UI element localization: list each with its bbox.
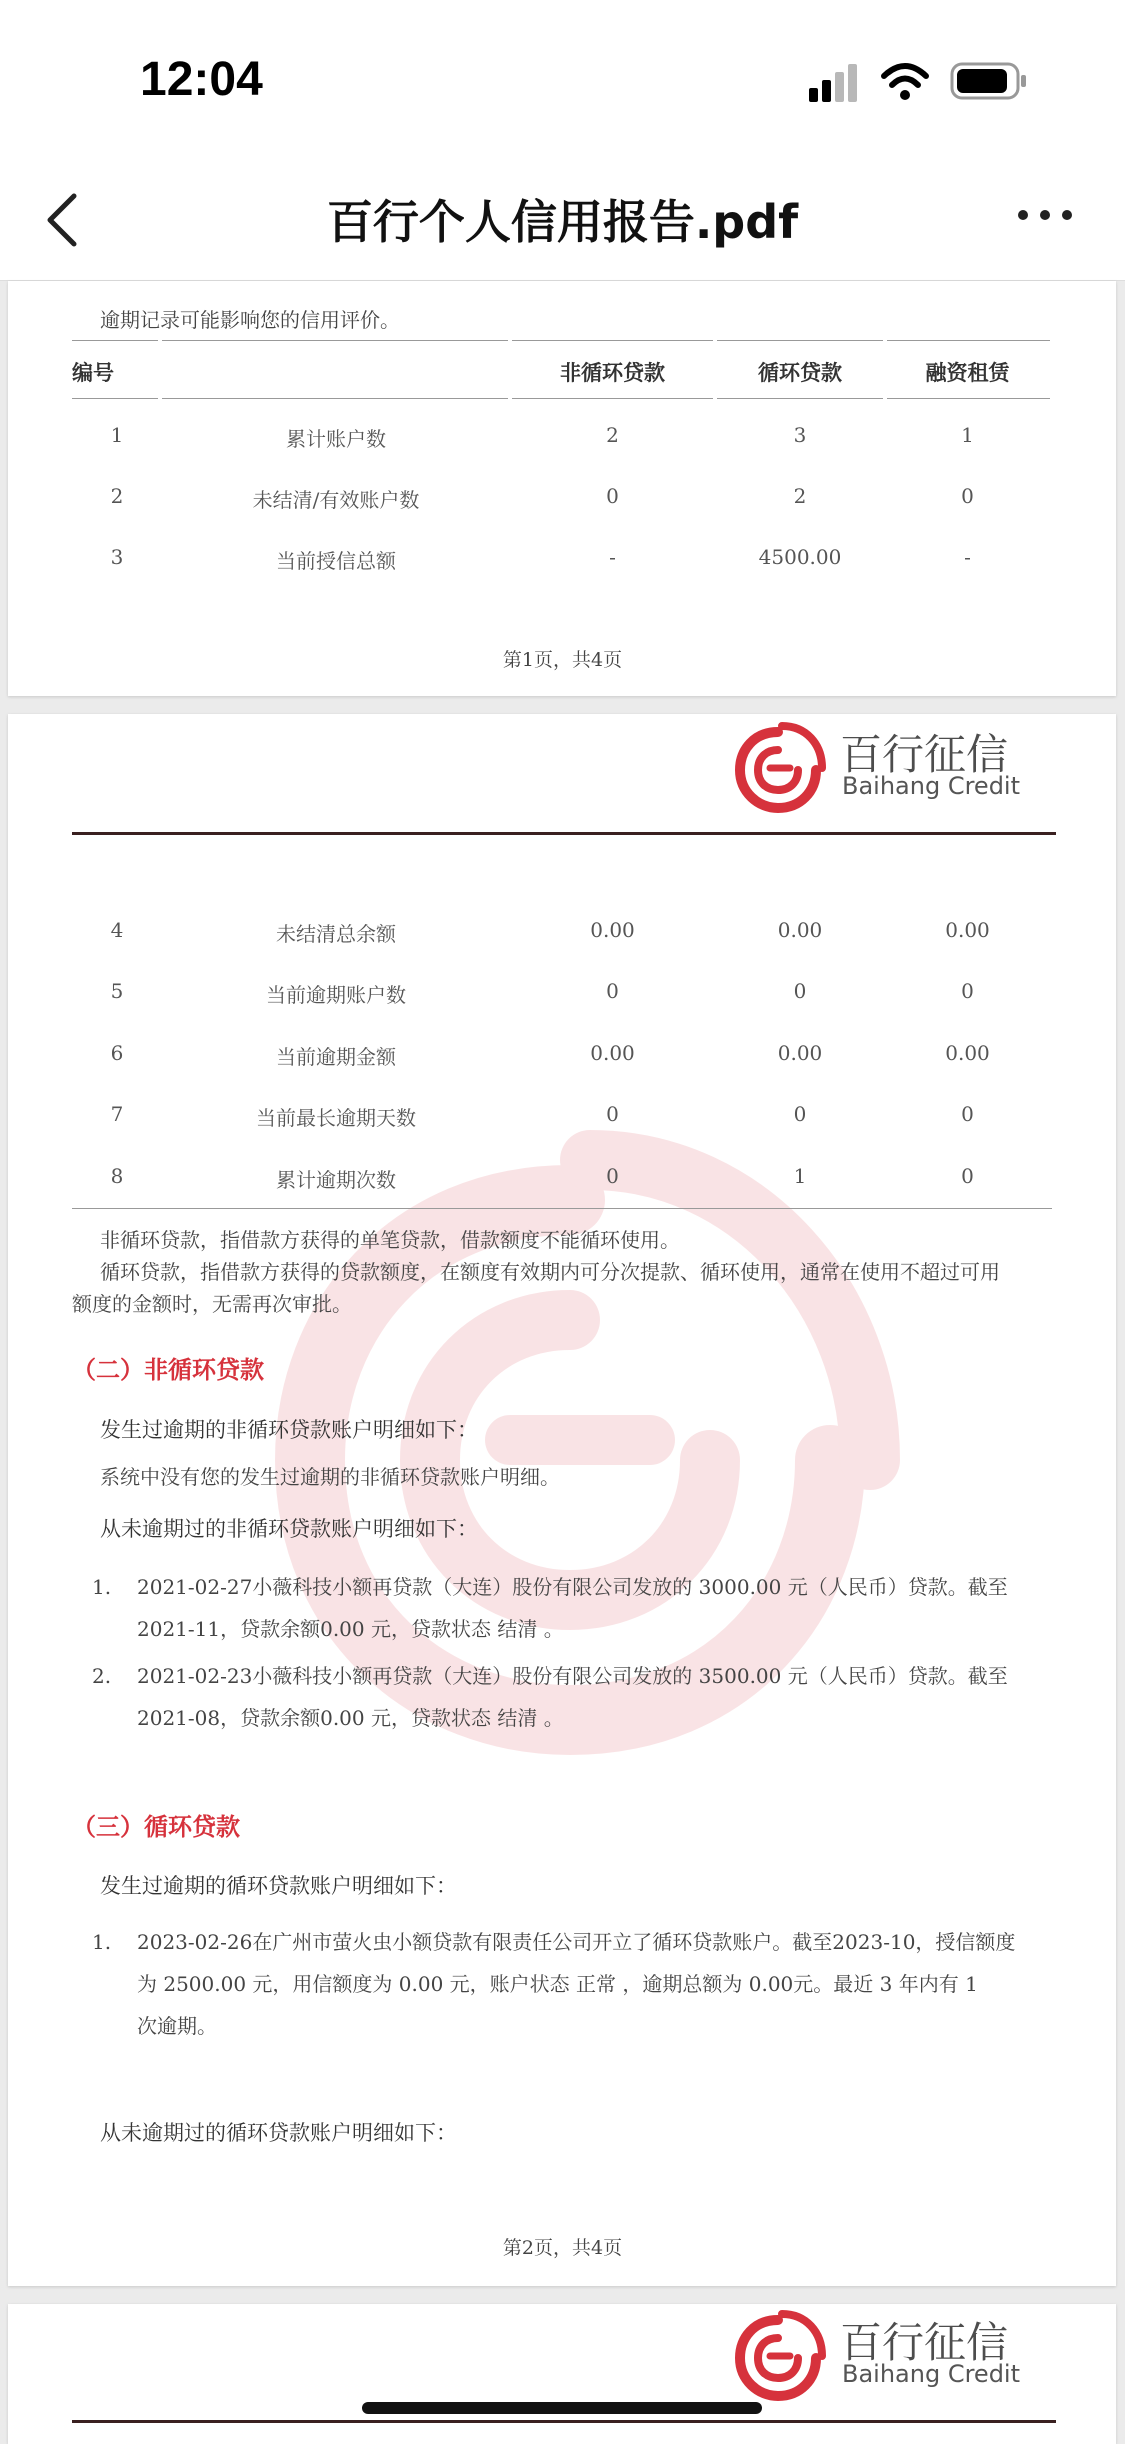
- document-title: 百行个人信用报告.pdf: [326, 195, 799, 249]
- non-revolving-overdue-title: 发生过逾期的非循环贷款账户明细如下：: [100, 1418, 478, 1442]
- list-item-number: 2.: [92, 1664, 112, 1688]
- list-item-line: 2023-02-26在广州市萤火虫小额贷款有限责任公司开立了循环贷款账户。截至2023-10，授信额度: [137, 1930, 1016, 1954]
- table-cell: 0: [606, 1164, 619, 1188]
- list-item-line: 次逾期。: [137, 2014, 217, 2038]
- baihang-logo-icon: [728, 720, 828, 816]
- table-cell: 当前逾期金额: [276, 1045, 396, 1069]
- table-cell: 当前授信总额: [276, 549, 396, 573]
- table-cell: 0.00: [945, 1041, 990, 1065]
- table-cell: 0: [793, 1102, 807, 1126]
- table-cell: 0.00: [945, 918, 990, 942]
- revolving-clean-title: 从未逾期过的循环贷款账户明细如下：: [100, 2121, 457, 2145]
- table-cell: 2: [606, 423, 619, 447]
- table-cell: 0: [793, 979, 807, 1003]
- table-cell: 4: [110, 918, 124, 942]
- more-options-icon[interactable]: [1015, 205, 1075, 225]
- cellular-signal-icon: [805, 62, 865, 106]
- list-item-number: 1.: [92, 1930, 112, 1954]
- non-revolving-clean-title: 从未逾期过的非循环贷款账户明细如下：: [100, 1517, 478, 1541]
- list-item-line: 2021-02-23小薇科技小额再贷款（大连）股份有限公司发放的 3500.00 元（人民币）贷款。截至: [137, 1664, 1008, 1688]
- page-header-rule: [72, 832, 1056, 835]
- baihang-logo-icon: [728, 2308, 828, 2404]
- page-number-2: 第2页，共4页: [502, 2237, 623, 2259]
- section-revolving-title: （三）循环贷款: [72, 1812, 240, 1841]
- baihang-watermark-icon: [230, 1120, 910, 1800]
- table-cell: 0: [606, 484, 619, 508]
- list-item-line: 2021-08，贷款余额0.00 元，贷款状态 结清 。: [137, 1706, 564, 1730]
- battery-icon: [950, 62, 1030, 102]
- table-cell: 0: [606, 979, 619, 1003]
- wifi-icon: [880, 60, 930, 104]
- table-cell: 2: [110, 484, 124, 508]
- definition-revolving-line1: 循环贷款，指借款方获得的贷款额度，在额度有效期内可分次提款、循环使用，通常在使用不超过可用: [100, 1260, 1000, 1284]
- table-cell: 5: [110, 979, 124, 1003]
- table-cell: 2: [793, 484, 807, 508]
- table-cell: 1: [110, 423, 124, 447]
- col-header-non-revolving: 非循环贷款: [560, 360, 665, 385]
- list-item-number: 1.: [92, 1575, 112, 1599]
- brand-name-cn: 百行征信: [840, 2318, 1009, 2367]
- col-header-number: 编号: [72, 360, 114, 385]
- list-item-line: 为 2500.00 元，用信额度为 0.00 元，账户状态 正常 ，逾期总额为 0.00元。最近 3 年内有 1: [137, 1972, 978, 1996]
- table-cell: 0: [606, 1102, 619, 1126]
- table-cell: 累计逾期次数: [276, 1168, 396, 1192]
- table-cell: 0: [961, 979, 974, 1003]
- table-bottom-border: [72, 1208, 1052, 1209]
- table-cell: 累计账户数: [286, 427, 386, 451]
- brand-name-en: Baihang Credit: [842, 2360, 1021, 2388]
- table-cell: 1: [793, 1164, 807, 1188]
- table-cell: -: [964, 545, 971, 569]
- col-header-leasing: 融资租赁: [925, 360, 1010, 385]
- table-cell: 0.00: [777, 1041, 823, 1065]
- header-cell-dividers: [72, 335, 1052, 405]
- list-item-line: 2021-02-27小薇科技小额再贷款（大连）股份有限公司发放的 3000.00 元（人民币）贷款。截至: [137, 1575, 1008, 1599]
- table-cell: -: [609, 545, 616, 569]
- table-cell: 未结清总余额: [276, 922, 396, 946]
- table-cell: 3: [110, 545, 124, 569]
- definition-revolving-line2: 额度的金额时，无需再次审批。: [72, 1292, 352, 1316]
- page-number-1: 第1页，共4页: [502, 649, 623, 671]
- table-cell: 6: [110, 1041, 124, 1065]
- table-cell: 0: [961, 1102, 974, 1126]
- home-indicator[interactable]: [362, 2402, 762, 2414]
- definition-non-revolving: 非循环贷款，指借款方获得的单笔贷款，借款额度不能循环使用。: [100, 1228, 680, 1252]
- table-cell: 1: [961, 423, 974, 447]
- brand-name-cn: 百行征信: [840, 730, 1009, 779]
- overdue-note: 逾期记录可能影响您的信用评价。: [100, 308, 400, 332]
- brand-name-en: Baihang Credit: [842, 772, 1021, 800]
- col-header-revolving: 循环贷款: [758, 360, 842, 385]
- table-cell: 0: [961, 1164, 974, 1188]
- revolving-overdue-title: 发生过逾期的循环贷款账户明细如下：: [100, 1874, 457, 1898]
- table-cell: 7: [110, 1102, 124, 1126]
- table-cell: 3: [793, 423, 807, 447]
- table-cell: 8: [110, 1164, 124, 1188]
- non-revolving-overdue-none: 系统中没有您的发生过逾期的非循环贷款账户明细。: [100, 1465, 560, 1489]
- table-cell: 0.00: [590, 1041, 635, 1065]
- page-header-rule: [72, 2420, 1056, 2423]
- table-cell: 未结清/有效账户数: [252, 488, 420, 512]
- section-non-revolving-title: （二）非循环贷款: [72, 1355, 264, 1384]
- table-cell: 当前逾期账户数: [266, 983, 406, 1007]
- table-cell: 当前最长逾期天数: [256, 1106, 416, 1130]
- table-cell: 0: [961, 484, 974, 508]
- list-item-line: 2021-11，贷款余额0.00 元，贷款状态 结清 。: [137, 1617, 564, 1641]
- table-cell: 0.00: [777, 918, 823, 942]
- table-cell: 4500.00: [758, 545, 842, 569]
- table-cell: 0.00: [590, 918, 635, 942]
- status-time: 12:04: [140, 53, 263, 106]
